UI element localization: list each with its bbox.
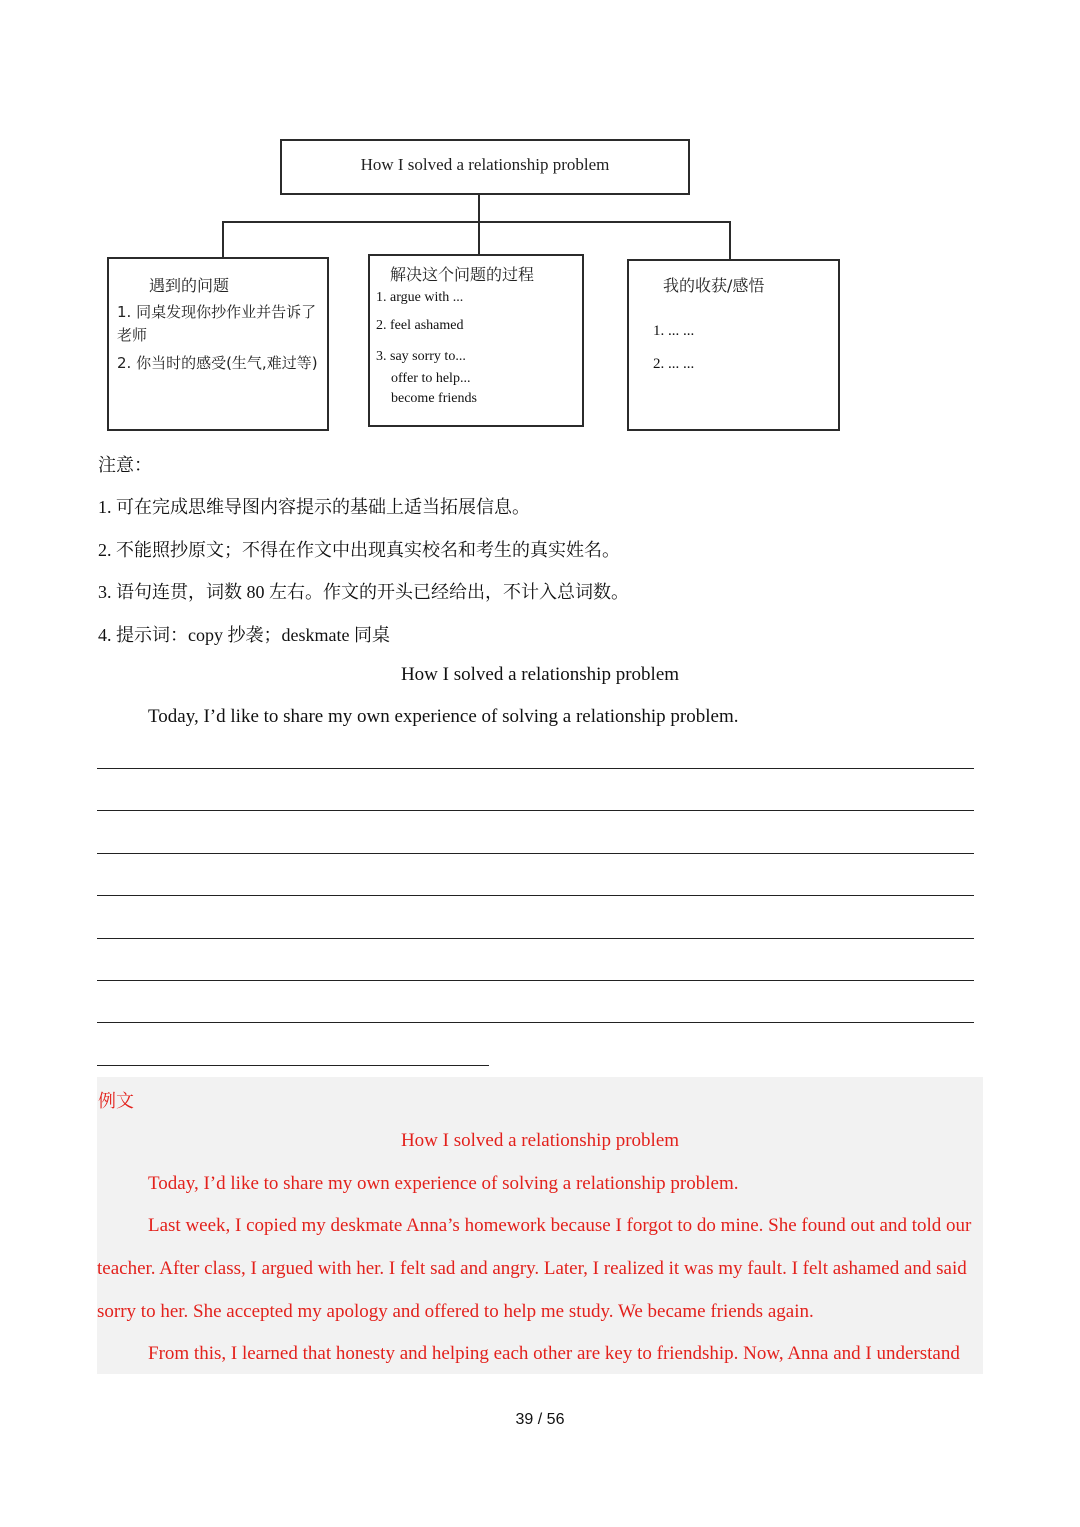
box-item: 1. ... ... <box>653 323 695 339</box>
connector-trunk <box>478 195 480 221</box>
box-item: 2. feel ashamed <box>376 318 464 333</box>
example-line: sorry to her. She accepted my apology and offered to help me study. We became friends again. <box>97 1301 814 1322</box>
box-item: 2. 你当时的感受(生气,难过等) <box>117 354 318 372</box>
example-title: How I solved a relationship problem <box>400 1130 680 1151</box>
note-item: 2. 不能照抄原文；不得在作文中出现真实校名和考生的真实姓名。 <box>98 540 620 560</box>
writing-line[interactable] <box>97 1022 974 1023</box>
essay-opening: Today, I’d like to share my own experience of solving a relationship problem. <box>148 706 739 727</box>
example-line: Last week, I copied my deskmate Anna’s homework because I forgot to do mine. She found out and told our <box>148 1215 972 1236</box>
essay-title: How I solved a relationship problem <box>400 664 680 685</box>
box-item: offer to help... <box>391 371 471 386</box>
example-line: teacher. After class, I argued with her. I felt sad and angry. Later, I realized it was my fault. I felt ashamed and said <box>97 1258 967 1279</box>
writing-line[interactable] <box>97 768 974 769</box>
page-number: 39 / 56 <box>515 1411 565 1428</box>
mindmap-box-process <box>368 254 584 427</box>
box-item: become friends <box>391 391 477 406</box>
box-heading: 解决这个问题的过程 <box>390 265 535 284</box>
writing-line[interactable] <box>97 1065 489 1066</box>
box-heading: 遇到的问题 <box>149 276 230 295</box>
mindmap-box-problem <box>107 257 329 431</box>
box-item: 3. say sorry to... <box>376 349 466 364</box>
example-line: Today, I’d like to share my own experience of solving a relationship problem. <box>148 1173 739 1194</box>
writing-line[interactable] <box>97 938 974 939</box>
mindmap-title: How I solved a relationship problem <box>360 155 610 174</box>
example-label: 例文 <box>98 1091 134 1111</box>
note-item: 3. 语句连贯，词数 80 左右。作文的开头已经给出，不计入总词数。 <box>98 582 629 602</box>
mindmap-title-box <box>280 139 690 195</box>
writing-line[interactable] <box>97 980 974 981</box>
note-item: 1. 可在完成思维导图内容提示的基础上适当拓展信息。 <box>98 497 530 517</box>
box-item: 2. ... ... <box>653 356 695 372</box>
writing-line[interactable] <box>97 853 974 854</box>
connector-right <box>729 221 731 260</box>
box-heading: 我的收获/感悟 <box>663 276 765 295</box>
note-item: 4. 提示词：copy 抄袭；deskmate 同桌 <box>98 625 390 645</box>
writing-line[interactable] <box>97 895 974 896</box>
box-item: 1. argue with ... <box>376 290 464 305</box>
connector-middle <box>478 221 480 254</box>
connector-left <box>222 221 224 258</box>
writing-line[interactable] <box>97 810 974 811</box>
example-line: From this, I learned that honesty and helping each other are key to friendship. Now, Anna and I understand <box>148 1343 960 1364</box>
connector-bar <box>222 221 731 223</box>
mindmap-box-gains <box>627 259 840 431</box>
box-item: 1. 同桌发现你抄作业并告诉了老师 <box>117 303 317 344</box>
notes-label: 注意： <box>98 455 152 475</box>
